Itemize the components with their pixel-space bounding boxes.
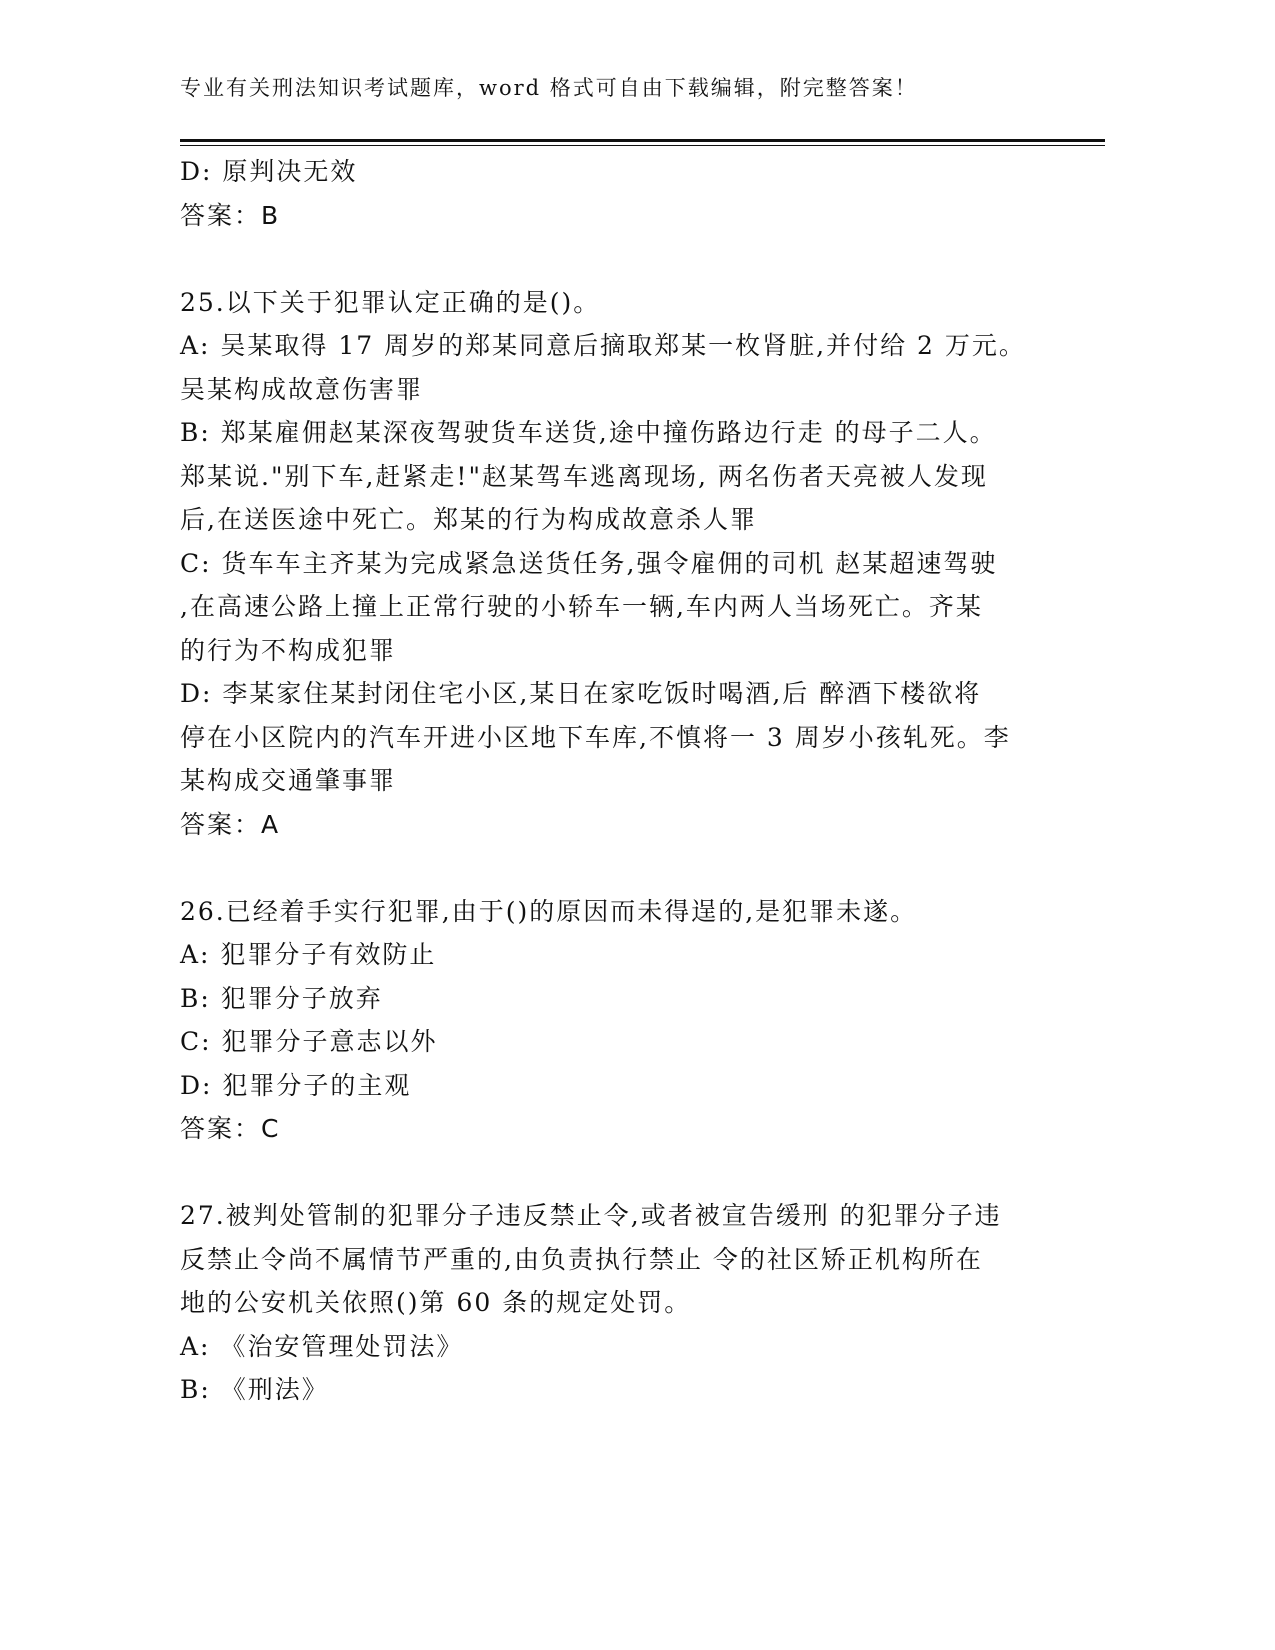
document-body bbox=[180, 150, 1080, 1412]
page-header: 专业有关刑法知识考试题库，word 格式可自由下载编辑，附完整答案！ bbox=[180, 76, 918, 100]
spacer bbox=[180, 846, 1080, 890]
question-stem: 25.以下关于犯罪认定正确的是()。 bbox=[180, 287, 601, 317]
option-b: B: 《刑法》 bbox=[180, 1375, 329, 1404]
option-d: D: 李某家住某封闭住宅小区,某日在家吃饭时喝酒,后 醉酒下楼欲将 bbox=[180, 679, 982, 708]
option-a: A: 《治安管理处罚法》 bbox=[180, 1331, 464, 1361]
option-a-cont: 吴某构成故意伤害罪 bbox=[180, 374, 424, 404]
option-c: C: 犯罪分子意志以外 bbox=[180, 1027, 438, 1056]
option-c-cont: ,在高速公路上撞上正常行驶的小轿车一辆,车内两人当场死亡。齐某 bbox=[180, 592, 983, 621]
header-rule-thick bbox=[180, 139, 1105, 142]
spacer bbox=[180, 237, 1080, 281]
answer: 答案：C bbox=[180, 1114, 281, 1143]
option-b-cont: 后,在送医途中死亡。郑某的行为构成故意杀人罪 bbox=[180, 505, 757, 534]
question-27 bbox=[180, 1194, 1080, 1412]
question-26 bbox=[180, 890, 1080, 1151]
option-d: D: 原判决无效 bbox=[180, 157, 358, 186]
option-b: B: 犯罪分子放弃 bbox=[180, 983, 383, 1013]
option-b-cont: 郑某说."别下车,赶紧走!"赵某驾车逃离现场, 两名伤者天亮被人发现 bbox=[180, 461, 988, 491]
option-a: A: 犯罪分子有效防止 bbox=[180, 940, 437, 969]
option-d: D: 犯罪分子的主观 bbox=[180, 1070, 412, 1100]
option-d-cont: 某构成交通肇事罪 bbox=[180, 766, 397, 795]
option-a: A: 吴某取得 17 周岁的郑某同意后摘取郑某一枚肾脏,并付给 2 万元。 bbox=[180, 331, 1026, 360]
option-d-cont: 停在小区院内的汽车开进小区地下车库,不慎将一 3 周岁小孩轧死。李 bbox=[180, 722, 1011, 752]
question-stem-cont: 地的公安机关依照()第 60 条的规定处罚。 bbox=[180, 1288, 692, 1317]
answer: 答案：A bbox=[180, 809, 281, 839]
answer: 答案：B bbox=[180, 200, 281, 230]
option-c-cont: 的行为不构成犯罪 bbox=[180, 635, 397, 665]
header-rule-thin bbox=[180, 145, 1105, 146]
question-stem-cont: 反禁止令尚不属情节严重的,由负责执行禁止 令的社区矫正机构所在 bbox=[180, 1244, 983, 1274]
option-b: B: 郑某雇佣赵某深夜驾驶货车送货,途中撞伤路边行走 的母子二人。 bbox=[180, 418, 997, 447]
spacer bbox=[180, 1151, 1080, 1195]
question-stem: 26.已经着手实行犯罪,由于()的原因而未得逞的,是犯罪未遂。 bbox=[180, 896, 918, 926]
question-stem: 27.被判处管制的犯罪分子违反禁止令,或者被宣告缓刑 的犯罪分子违 bbox=[180, 1201, 1002, 1230]
option-c: C: 货车车主齐某为完成紧急送货任务,强令雇佣的司机 赵某超速驾驶 bbox=[180, 548, 998, 578]
question-25 bbox=[180, 281, 1080, 847]
